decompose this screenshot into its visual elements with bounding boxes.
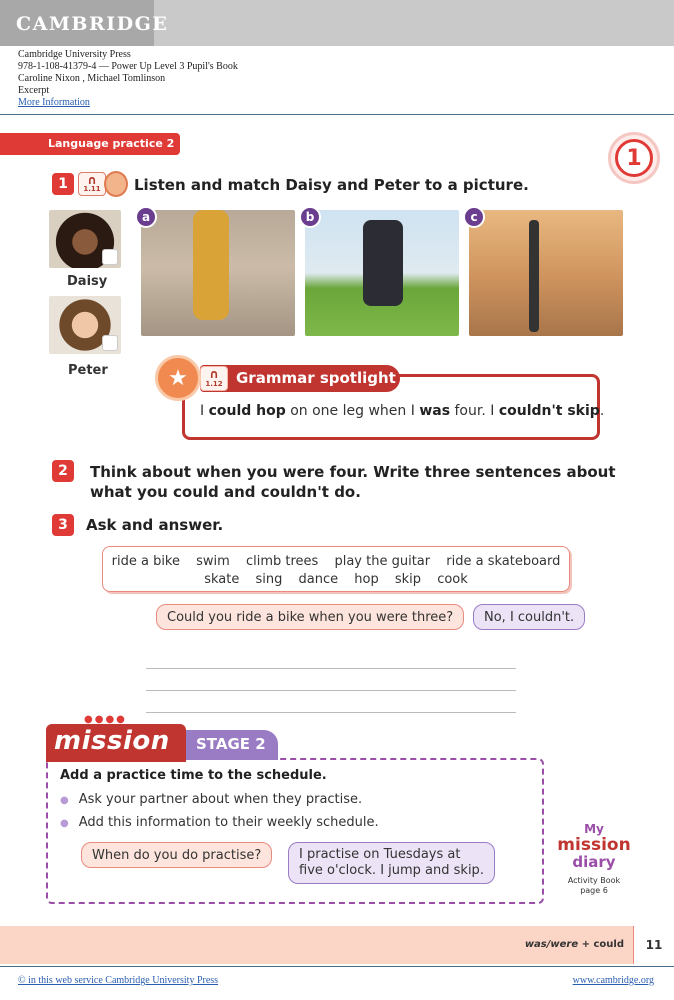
lesson-tab: Language practice 2 [0, 133, 180, 155]
header-divider [0, 114, 674, 115]
word-box [102, 546, 570, 592]
publisher-text: Cambridge University Press [18, 49, 131, 60]
photo-c-bike [469, 210, 623, 336]
audio-track-icon[interactable]: ∩ 1.12 [200, 366, 228, 391]
mission-bullet: ● Add this information to their weekly schedule. [60, 815, 379, 830]
word-chip: play the guitar [334, 554, 431, 569]
peter-name: Peter [68, 363, 108, 378]
character-face-icon [104, 171, 128, 197]
word-chip: sing [255, 572, 283, 587]
word-chip: dance [298, 572, 339, 587]
book-metadata [18, 49, 238, 109]
diary-word: diary [572, 853, 616, 871]
photo-a-hopscotch [141, 210, 295, 336]
answer-bubble: No, I couldn't. [473, 604, 585, 630]
word-chip: climb trees [245, 554, 319, 569]
mission-answer-bubble [288, 842, 495, 884]
word-chip: swim [196, 554, 230, 569]
star-icon: ★ [155, 355, 201, 401]
word-chip: ride a bike [111, 554, 180, 569]
website-link[interactable]: www.cambridge.org [572, 975, 654, 986]
photo-label-b: b [299, 206, 321, 228]
mission-diary [554, 822, 634, 896]
writing-line[interactable] [146, 712, 516, 713]
mission-heading: Add a practice time to the schedule. [60, 768, 327, 783]
daisy-checkbox[interactable] [102, 249, 118, 265]
mission-question-bubble: When do you do practise? [81, 842, 272, 868]
grammar-title-text: Grammar spotlight [236, 369, 396, 387]
audio-track-icon[interactable]: ∩ 1.11 [78, 172, 106, 196]
exercise-3-instruction: Ask and answer. [86, 516, 224, 534]
photo-label-c: c [463, 206, 485, 228]
excerpt-text: Excerpt [18, 85, 50, 96]
exercise-2-instruction [90, 462, 616, 502]
page-number: 11 [633, 926, 674, 964]
word-row-2 [103, 571, 569, 589]
cambridge-logo: CAMBRIDGE [0, 0, 154, 46]
footer-divider [0, 966, 674, 967]
diary-mission: mission [557, 835, 631, 855]
isbn-title-text: 978-1-108-41379-4 — Power Up Level 3 Pupil's Book [18, 61, 238, 72]
photo-label-a: a [135, 206, 157, 228]
unit-number: 1 [615, 139, 653, 177]
word-chip: cook [437, 572, 468, 587]
exercise-3-number: 3 [52, 514, 74, 536]
exercise-1-instruction: Listen and match Daisy and Peter to a picture. [134, 176, 529, 194]
mission-answer-line-1: I practise on Tuesdays at [299, 847, 461, 862]
peter-checkbox[interactable] [102, 335, 118, 351]
unit-badge [608, 132, 660, 184]
daisy-photo [49, 210, 121, 268]
more-information-link[interactable]: More Information [18, 97, 90, 108]
activity-book-ref: Activity Book page 6 [567, 876, 621, 895]
grammar-spotlight-title [200, 365, 400, 392]
daisy-name: Daisy [67, 274, 108, 289]
word-chip: skip [394, 572, 422, 587]
question-bubble: Could you ride a bike when you were three? [156, 604, 464, 630]
word-chip: ride a skateboard [446, 554, 561, 569]
mission-logo-text: mission [54, 726, 170, 756]
mission-logo: ●●●● mission [46, 724, 186, 762]
word-chip: skate [204, 572, 240, 587]
word-chip: hop [354, 572, 379, 587]
peter-photo [49, 296, 121, 354]
authors-text: Caroline Nixon , Michael Tomlinson [18, 73, 166, 84]
writing-line[interactable] [146, 690, 516, 691]
photo-b-skipping [305, 210, 459, 336]
exercise-2-line-2: what you could and couldn't do. [90, 483, 361, 501]
exercise-2-number: 2 [52, 460, 74, 482]
exercise-1-number: 1 [52, 173, 74, 195]
exercise-2-line-1: Think about when you were four. Write three sentences about [90, 463, 616, 481]
footer-topic: was/were + could [524, 939, 624, 950]
word-row-1 [103, 553, 569, 571]
mission-bullet: ● Ask your partner about when they practise. [60, 792, 362, 807]
grammar-sentence: I could hop on one leg when I was four. I couldn't skip. [200, 403, 605, 419]
stage-tab: STAGE 2 [186, 730, 278, 760]
mission-answer-line-2: five o'clock. I jump and skip. [299, 863, 484, 878]
copyright-link[interactable]: © in this web service Cambridge University Press [18, 975, 219, 986]
diary-my: My [584, 822, 604, 836]
writing-line[interactable] [146, 668, 516, 669]
